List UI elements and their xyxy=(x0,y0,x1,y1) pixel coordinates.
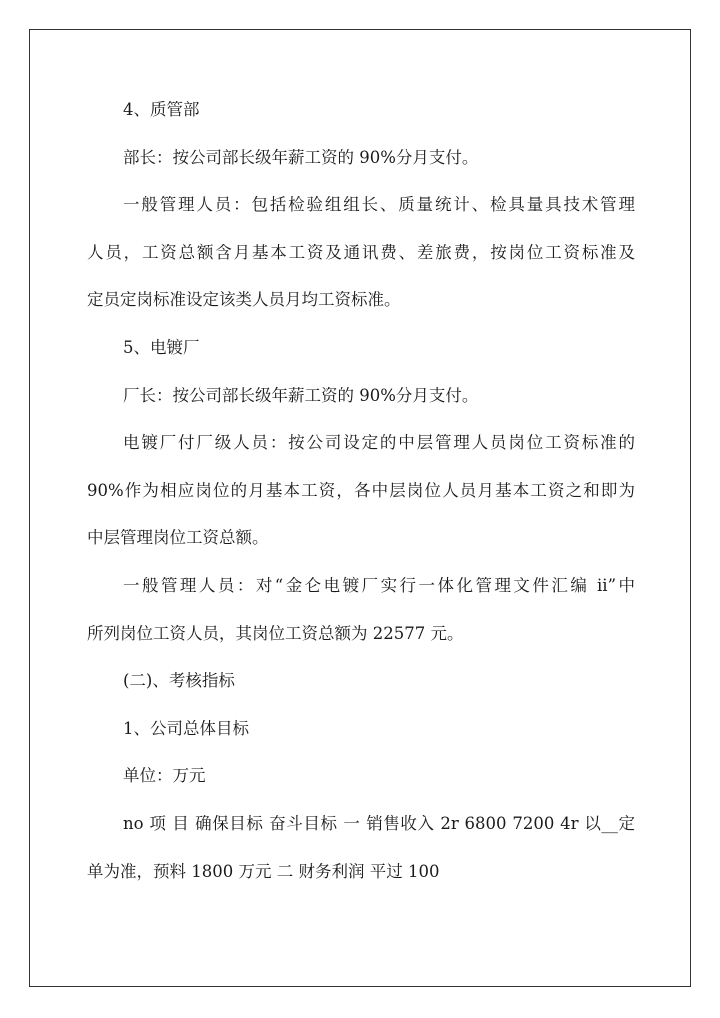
section-heading-company-targets: 1、公司总体目标 xyxy=(123,718,249,738)
section-heading-plating-plant: 5、电镀厂 xyxy=(123,337,200,357)
paragraph-text: 定员定岗标准设定该类人员月均工资标准。 xyxy=(87,290,401,310)
paragraph-text: 一般管理人员：对“金仑电镀厂实行一体化管理文件汇编 ii”中 xyxy=(123,575,635,595)
section-heading-quality-dept: 4、质管部 xyxy=(123,100,200,119)
paragraph-text: 一般管理人员：包括检验组组长、质量统计、检具量具技术管理 xyxy=(123,195,635,215)
paragraph-text: 所列岗位工资人员，其岗位工资总额为 22577 元。 xyxy=(87,623,464,643)
paragraph-text: 厂长：按公司部长级年薪工资的 90%分月支付。 xyxy=(123,385,479,405)
paragraph-text: 电镀厂付厂级人员：按公司设定的中层管理人员岗位工资标准的 xyxy=(123,433,635,453)
paragraph-text: no 项 目 确保目标 奋斗目标 一 销售收入 2r 6800 7200 4r 以__定 xyxy=(123,813,635,833)
paragraph-text: 90%作为相应岗位的月基本工资，各中层岗位人员月基本工资之和即为 xyxy=(87,480,635,500)
paragraph-text: 中层管理岗位工资总额。 xyxy=(87,528,269,548)
document-body xyxy=(87,91,635,900)
paragraph-text: 人员，工资总额含月基本工资及通讯费、差旅费，按岗位工资标准及 xyxy=(87,242,635,262)
paragraph-text: 单为准，预料 1800 万元 二 财务利润 平过 100 xyxy=(87,861,440,881)
section-heading-assessment: (二)、考核指标 xyxy=(123,671,235,691)
unit-label: 单位：万元 xyxy=(123,766,206,786)
paragraph-text: 部长：按公司部长级年薪工资的 90%分月支付。 xyxy=(123,147,479,167)
